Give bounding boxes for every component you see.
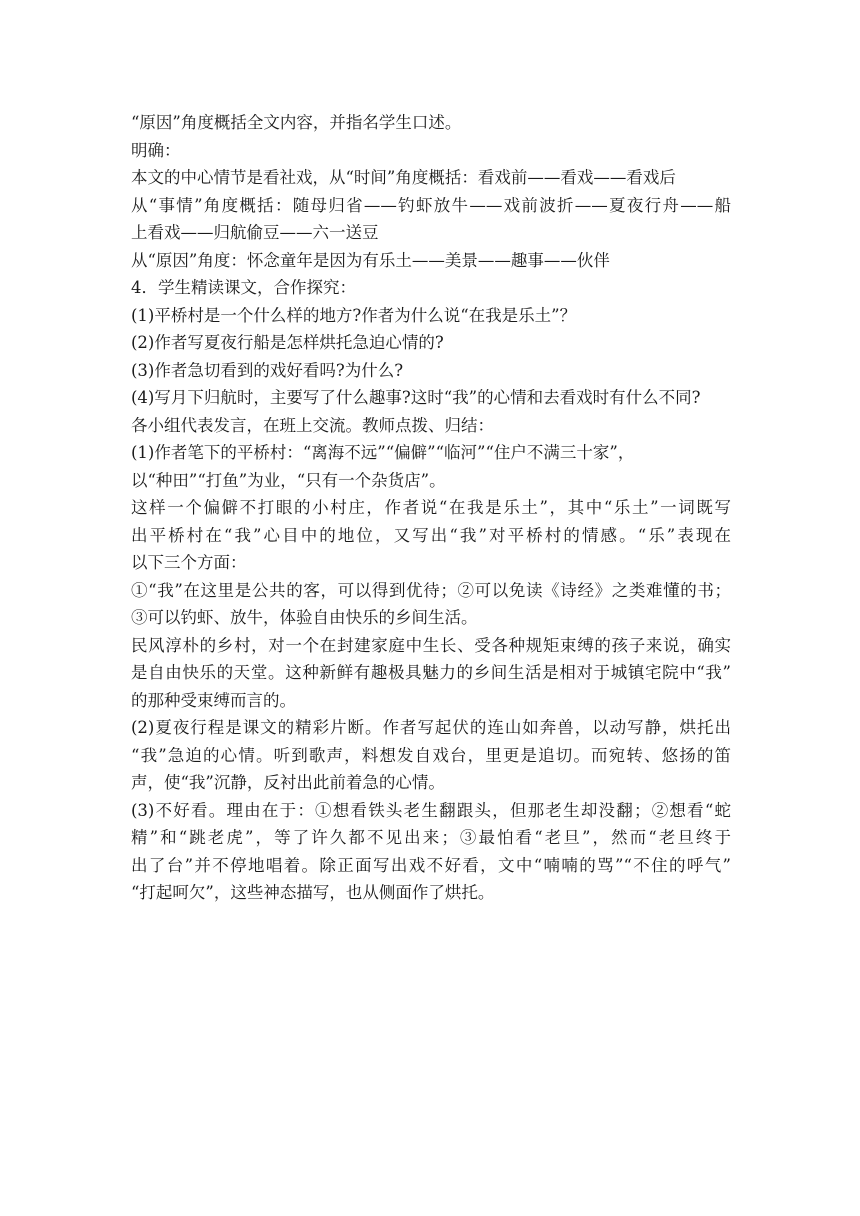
text-line: 从“原因”角度：怀念童年是因为有乐土——美景——趣事——伙伴	[131, 250, 610, 270]
text-line: 声，使“我”沉静，反衬出此前着急的心情。	[131, 773, 445, 792]
text-line: (1)作者笔下的平桥村：“离海不远”“偏僻”“临河”“住户不满三十家”，	[131, 443, 635, 462]
text-line: 以下三个方面：	[131, 553, 247, 572]
text-line: 民风淳朴的乡村，对一个在封建家庭中生长、受各种规矩束缚的孩子来说，确实	[131, 635, 731, 655]
text-line: 出平桥村在“我”心目中的地位，又写出“我”对平桥村的情感。“乐”表现在	[131, 525, 731, 545]
text-line: 的那种受束缚而言的。	[131, 690, 296, 710]
text-line: (4)写月下归航时，主要写了什么趣事?这时“我”的心情和去看戏时有什么不同?	[131, 388, 701, 407]
text-line: 从“事情”角度概括：随母归省——钓虾放牛——戏前波折——夏夜行舟——船	[131, 195, 731, 215]
text-line: (3)不好看。理由在于：①想看铁头老生翻跟头，但那老生却没翻；②想看“蛇	[131, 800, 731, 820]
text-line: 明确：	[131, 140, 181, 160]
text-line: (3)作者急切看到的戏好看吗?为什么?	[131, 360, 404, 380]
text-line: 出了台”并不停地唱着。除正面写出戏不好看，文中“喃喃的骂”“不住的呼气”	[131, 855, 731, 875]
text-line: (2)作者写夏夜行船是怎样烘托急迫心情的?	[131, 333, 444, 352]
text-line: 本文的中心情节是看社戏，从“时间”角度概括：看戏前——看戏——看戏后	[131, 168, 676, 187]
text-line: (1)平桥村是一个什么样的地方?作者为什么说“在我是乐土”？	[131, 305, 577, 325]
text-line: ①“我”在这里是公共的客，可以得到优待；②可以免读《诗经》之类难懂的书；	[131, 580, 731, 600]
text-line: 4．学生精读课文，合作探究：	[131, 278, 356, 297]
text-line: 是自由快乐的天堂。这种新鲜有趣极具魅力的乡间生活是相对于城镇宅院中“我”	[131, 663, 731, 682]
text-line: ③可以钓虾、放牛，体验自由快乐的乡间生活。	[131, 608, 478, 627]
text-line: 各小组代表发言，在班上交流。教师点拨、归结：	[131, 415, 494, 435]
text-line: “打起呵欠”，这些神态描写，也从侧面作了烘托。	[131, 883, 495, 902]
document-body	[131, 109, 731, 907]
text-line: 上看戏——归航偷豆——六一送豆	[131, 223, 379, 242]
text-line: “我”急迫的心情。听到歌声，料想发自戏台，里更是追切。而宛转、悠扬的笛	[131, 745, 731, 765]
text-line: “原因”角度概括全文内容，并指名学生口述。	[131, 113, 462, 132]
text-line: 以“种田”“打鱼”为业，“只有一个杂货店”。	[131, 470, 446, 490]
text-line: 这样一个偏僻不打眼的小村庄，作者说“在我是乐土”，其中“乐土”一词既写	[131, 498, 731, 517]
text-line: (2)夏夜行程是课文的精彩片断。作者写起伏的连山如奔兽，以动写静，烘托出	[131, 718, 731, 737]
text-line: 精”和“跳老虎”，等了许久都不见出来；③最怕看“老旦”，然而“老旦终于	[131, 828, 731, 847]
